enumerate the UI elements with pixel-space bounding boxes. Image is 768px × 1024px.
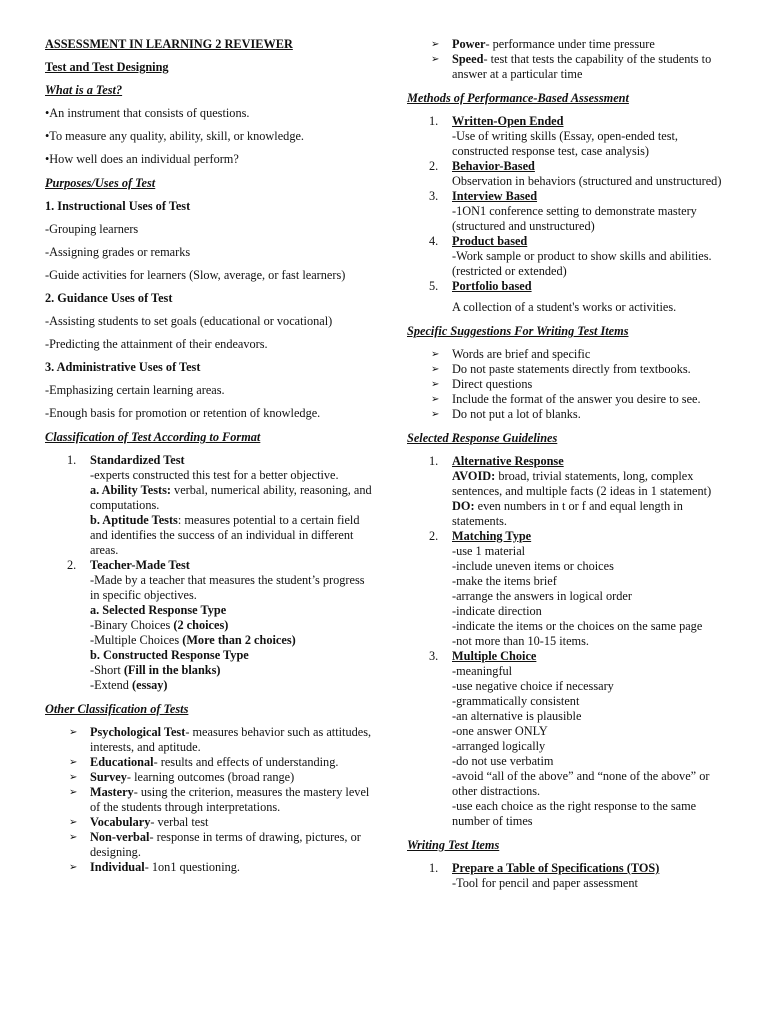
selected-list [407,454,727,829]
methods-heading: Methods of Performance-Based Assessment [407,91,629,105]
item-desc: - results and effects of understanding. [153,755,339,769]
item-text: Words are brief and specific [452,347,591,361]
matching-item: -indicate the items or the choices on the same page [452,619,703,633]
item-desc: - performance under time pressure [485,37,655,51]
right-column [407,0,727,899]
mc-item: -avoid “all of the above” and “none of the above” or other distractions. [452,769,710,798]
binary-choices-line [90,618,375,633]
arrow-bullet-icon: ➢ [431,394,440,405]
matching-item: -indicate direction [452,604,542,618]
method-title: Written-Open Ended [452,114,564,128]
list-item [407,37,727,52]
list-item [45,815,375,830]
do-line [452,499,727,529]
item-term: Non-verbal [90,830,150,844]
guidance-item: -Predicting the attainment of their endeavors. [45,337,268,351]
matching-item: -make the items brief [452,574,557,588]
arrow-bullet-icon: ➢ [431,409,440,420]
arrow-bullet-icon: ➢ [431,39,440,50]
guidance-heading: 2. Guidance Uses of Test [45,291,173,305]
list-item [407,347,727,362]
ability-label: a. Ability Tests: [90,483,171,497]
admin-item: -Emphasizing certain learning areas. [45,383,225,397]
item-term: Speed [452,52,484,66]
list-number: 3. [429,189,439,203]
list-number: 1. [429,861,439,875]
mc-item: -an alternative is plausible [452,709,582,723]
avoid-label: AVOID: [452,469,496,483]
arrow-bullet-icon: ➢ [69,862,78,873]
left-column [45,0,375,883]
other-heading: Other Classification of Tests [45,702,189,716]
aptitude-tests-line [90,513,375,558]
list-item [407,529,727,649]
list-item [407,52,727,82]
guidance-item: -Assisting students to set goals (educational or vocational) [45,314,333,328]
extend-line [90,678,375,693]
binary-bold: (2 choices) [173,618,229,632]
do-label: DO: [452,499,475,513]
avoid-text: broad, trivial statements, long, complex sentences, and multiple facts (2 ideas in 1 statement) [452,469,712,498]
what-item: •To measure any quality, ability, skill, or knowledge. [45,129,305,143]
mc-item: -one answer ONLY [452,724,548,738]
method-title: Interview Based [452,189,538,203]
extend-text: -Extend [90,678,133,692]
instructional-item: -Grouping learners [45,222,139,236]
short-bold: (Fill in the blanks) [123,663,221,677]
binary-text: -Binary Choices [90,618,174,632]
arrow-bullet-icon: ➢ [431,349,440,360]
method-desc: A collection of a student's works or activities. [452,300,677,314]
method-title: Product based [452,234,528,248]
method-desc: -1ON1 conference setting to demonstrate mastery (structured and unstructured) [452,204,697,233]
document-title: ASSESSMENT IN LEARNING 2 REVIEWER [45,37,293,51]
admin-heading: 3. Administrative Uses of Test [45,360,201,374]
item-term: Individual [90,860,145,874]
list-item [407,159,727,189]
tos-desc: -Tool for pencil and paper assessment [452,876,638,890]
instructional-heading: 1. Instructional Uses of Test [45,199,191,213]
arrow-bullet-icon: ➢ [69,757,78,768]
aptitude-label: b. Aptitude Tests [90,513,178,527]
suggest-list [407,347,727,422]
list-number: 5. [429,279,439,293]
what-item: •How well does an individual perform? [45,152,239,166]
method-title: Portfolio based [452,279,532,293]
item-text: Include the format of the answer you desire to see. [452,392,701,406]
selected-heading: Selected Response Guidelines [407,431,558,445]
mc-item: -use each choice as the right response to the same number of times [452,799,697,828]
other-list [45,725,375,875]
list-item [407,861,727,891]
avoid-line [452,469,727,499]
short-text: -Short [90,663,124,677]
item-term: Survey [90,770,127,784]
matching-item: -use 1 material [452,544,526,558]
list-item [45,755,375,770]
what-heading: What is a Test? [45,83,123,97]
list-item [407,407,727,422]
instructional-item: -Assigning grades or remarks [45,245,191,259]
tos-title: Prepare a Table of Specifications (TOS) [452,861,660,875]
constructed-response-label: b. Constructed Response Type [90,648,249,662]
mc-item: -meaningful [452,664,513,678]
list-item [407,377,727,392]
arrow-bullet-icon: ➢ [431,54,440,65]
item-desc: - measures behavior such as attitudes, interests, and aptitude. [90,725,372,754]
arrow-bullet-icon: ➢ [431,364,440,375]
list-number: 2. [67,558,77,572]
item-desc: - verbal test [150,815,209,829]
alternative-response-title: Alternative Response [452,454,564,468]
teacher-made-desc: -Made by a teacher that measures the student’s progress in specific objectives. [90,573,365,602]
item-term: Educational [90,755,154,769]
item-text: Do not paste statements directly from textbooks. [452,362,691,376]
multiple-choice-title: Multiple Choice [452,649,537,663]
teacher-made-title: Teacher-Made Test [90,558,190,572]
item-desc: - using the criterion, measures the mastery level of the students through interpretations. [90,785,370,814]
arrow-bullet-icon: ➢ [69,727,78,738]
instructional-item: -Guide activities for learners (Slow, average, or fast learners) [45,268,346,282]
standardized-test-title: Standardized Test [90,453,185,467]
list-item [45,785,375,815]
arrow-bullet-icon: ➢ [431,379,440,390]
matching-item: -include uneven items or choices [452,559,614,573]
item-desc: - test that tests the capability of the students to answer at a particular time [452,52,712,81]
list-number: 2. [429,529,439,543]
item-text: Direct questions [452,377,533,391]
list-item [45,453,375,558]
list-number: 3. [429,649,439,663]
list-item [407,454,727,529]
format-list [45,453,375,693]
list-item [407,649,727,829]
list-item [45,558,375,693]
admin-item: -Enough basis for promotion or retention of knowledge. [45,406,321,420]
list-number: 4. [429,234,439,248]
short-line [90,663,375,678]
list-item [45,860,375,875]
item-desc: - learning outcomes (broad range) [126,770,295,784]
multi-text: -Multiple Choices [90,633,183,647]
method-desc: Observation in behaviors (structured and unstructured) [452,174,722,188]
mc-item: -use negative choice if necessary [452,679,614,693]
format-heading: Classification of Test According to Format [45,430,261,444]
list-item [407,279,727,315]
list-item [45,725,375,755]
list-item [407,234,727,279]
extend-bold: (essay) [132,678,168,692]
list-number: 1. [429,454,439,468]
document-subtitle: Test and Test Designing [45,60,169,74]
purposes-heading: Purposes/Uses of Test [45,176,156,190]
multiple-choices-line [90,633,375,648]
method-desc: -Work sample or product to show skills and abilities. (restricted or extended) [452,249,712,278]
list-number: 2. [429,159,439,173]
list-item [407,392,727,407]
method-desc: -Use of writing skills (Essay, open-ended test, constructed response test, case analysis) [452,129,678,158]
arrow-bullet-icon: ➢ [69,787,78,798]
ability-tests-line [90,483,375,513]
method-title: Behavior-Based [452,159,535,173]
mc-item: -arranged logically [452,739,546,753]
item-term: Mastery [90,785,134,799]
list-item [407,362,727,377]
power-speed-list [407,37,727,82]
item-term: Psychological Test [90,725,186,739]
selected-response-label: a. Selected Response Type [90,603,227,617]
mc-item: -do not use verbatim [452,754,554,768]
multi-bold: (More than 2 choices) [182,633,296,647]
suggest-heading: Specific Suggestions For Writing Test Items [407,324,629,338]
do-text: even numbers in t or f and equal length in statements. [452,499,683,528]
standardized-test-desc: -experts constructed this test for a better objective. [90,468,339,482]
list-number: 1. [429,114,439,128]
item-term: Power [452,37,486,51]
item-term: Vocabulary [90,815,151,829]
writing-list [407,861,727,891]
arrow-bullet-icon: ➢ [69,817,78,828]
list-number: 1. [67,453,77,467]
list-item [407,189,727,234]
writing-heading: Writing Test Items [407,838,500,852]
list-item [407,114,727,159]
list-item [45,830,375,860]
item-text: Do not put a lot of blanks. [452,407,581,421]
what-item: •An instrument that consists of questions. [45,106,250,120]
arrow-bullet-icon: ➢ [69,832,78,843]
item-desc: - 1on1 questioning. [144,860,240,874]
arrow-bullet-icon: ➢ [69,772,78,783]
ability-text: verbal, numerical ability, reasoning, and computations. [90,483,372,512]
methods-list [407,114,727,315]
list-item [45,770,375,785]
matching-type-title: Matching Type [452,529,532,543]
matching-item: -not more than 10-15 items. [452,634,589,648]
matching-item: -arrange the answers in logical order [452,589,632,603]
aptitude-text: : measures potential to a certain field and identifies the success of an individual in different areas. [90,513,360,557]
mc-item: -grammatically consistent [452,694,580,708]
item-desc: - response in terms of drawing, pictures, or designing. [90,830,361,859]
